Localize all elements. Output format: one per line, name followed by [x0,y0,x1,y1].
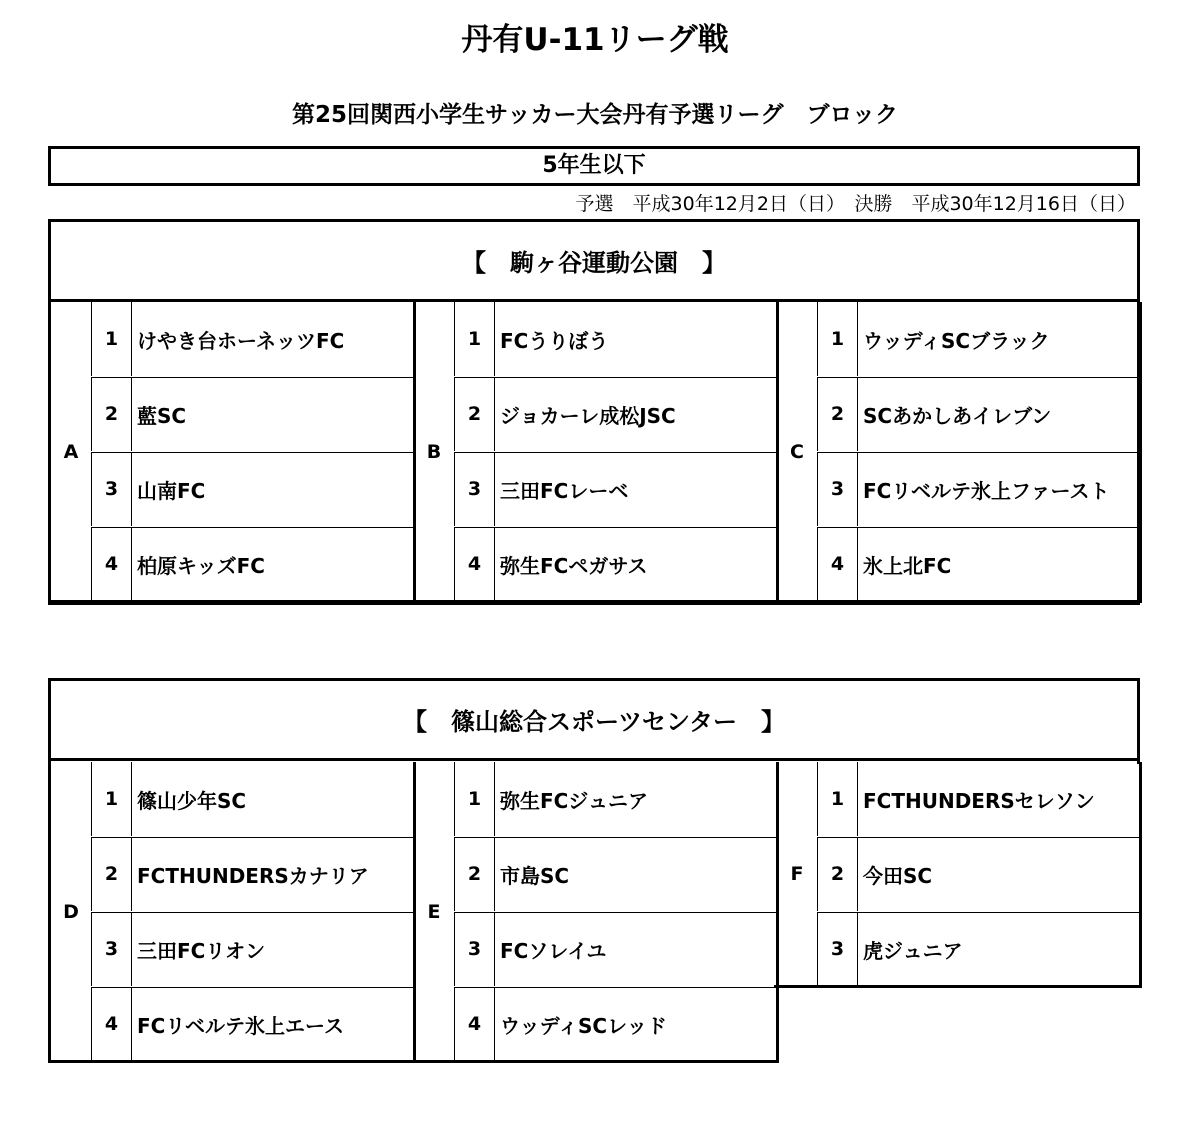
team-row [454,302,778,376]
team-name: FCTHUNDERSカナリア [137,863,369,888]
team-name: 虎ジュニア [863,938,963,963]
team-row [817,762,1141,836]
team-number: 1 [818,302,858,376]
team-number: 1 [455,762,495,836]
team-number: 3 [455,912,495,986]
team-name: 今田SC [863,863,933,888]
team-row [454,377,778,451]
team-name: 三田FCレーベ [500,478,629,503]
venue-name: 【 駒ヶ谷運動公園 】 [51,222,1137,302]
page-title: 丹有U-11リーグ戦 [461,22,729,58]
team-row [817,302,1141,376]
block-border [774,600,1142,603]
team-number: 3 [818,452,858,526]
tournament-subtitle: 第25回関西小学生サッカー大会丹有予選リーグ ブロック [291,102,899,128]
team-number: 1 [92,302,132,376]
team-row [91,527,415,601]
group-block-b [414,302,777,602]
team-number: 1 [818,762,858,836]
group-block-c [777,302,1140,602]
block-border [1139,762,1142,987]
team-name: 藍SC [137,403,187,428]
block-border [774,985,1142,988]
team-name: 篠山少年SC [137,788,247,813]
team-row [91,762,415,836]
group-block-e [414,762,777,1062]
team-number: 4 [92,987,132,1061]
block-border [48,600,416,603]
team-row [817,527,1141,601]
team-row [91,987,415,1061]
block-border [1139,302,1142,602]
block-border [48,762,51,1062]
schedule-dates: 予選 平成30年12月2日（日） 決勝 平成30年12月16日（日） [575,193,1136,215]
team-number: 2 [818,377,858,451]
team-name: FCソレイユ [500,938,607,963]
block-border [411,1060,779,1063]
block-border [411,600,779,603]
team-row [91,302,415,376]
team-name: SCあかしあイレブン [863,403,1052,428]
group-label: E [427,901,441,923]
team-number: 4 [455,527,495,601]
group-block-d [51,762,414,1062]
team-name: 山南FC [137,478,206,503]
group-label: F [790,863,804,885]
group-label: C [790,441,804,463]
venue-sasayama [48,678,1140,764]
team-name: FCTHUNDERSセレソン [863,788,1095,813]
group-block-f [777,762,1140,987]
team-number: 2 [455,837,495,911]
group-label: A [63,441,79,463]
team-number: 2 [455,377,495,451]
group-label: D [63,901,79,923]
group-block-a [51,302,414,602]
team-name: 柏原キッズFC [137,553,265,578]
team-number: 3 [92,912,132,986]
team-name: ウッディSCレッド [500,1013,667,1038]
team-row [454,527,778,601]
team-name: 弥生FCジュニア [500,788,648,813]
team-name: ジョカーレ成松JSC [500,403,676,428]
team-row [454,912,778,986]
team-name: ウッディSCブラック [863,328,1050,353]
team-row [817,452,1141,526]
team-name: 市島SC [500,863,570,888]
age-group-banner [48,146,1140,186]
team-number: 2 [818,837,858,911]
block-border [48,302,51,602]
team-number: 2 [92,837,132,911]
venue-name: 【 篠山総合スポーツセンター 】 [51,681,1137,761]
team-number: 2 [92,377,132,451]
team-row [91,377,415,451]
team-row [454,987,778,1061]
team-number: 1 [92,762,132,836]
team-name: FCリベルテ氷上エース [137,1013,344,1038]
team-row [454,452,778,526]
team-number: 1 [455,302,495,376]
team-name: 三田FCリオン [137,938,266,963]
team-row [817,912,1141,986]
team-name: FCうりぼう [500,328,609,353]
team-row [91,837,415,911]
team-number: 3 [92,452,132,526]
team-row [817,837,1141,911]
team-name: FCリベルテ氷上ファースト [863,478,1110,503]
team-row [91,912,415,986]
team-name: けやき台ホーネッツFC [137,328,345,353]
team-name: 弥生FCペガサス [500,553,648,578]
team-number: 4 [818,527,858,601]
team-number: 3 [818,912,858,986]
team-row [454,762,778,836]
team-row [817,377,1141,451]
team-number: 4 [92,527,132,601]
team-number: 3 [455,452,495,526]
team-row [454,837,778,911]
team-name: 氷上北FC [863,553,952,578]
team-number: 4 [455,987,495,1061]
age-group-label: 5年生以下 [542,153,646,178]
team-row [91,452,415,526]
group-label: B [426,441,442,463]
block-border [48,1060,416,1063]
